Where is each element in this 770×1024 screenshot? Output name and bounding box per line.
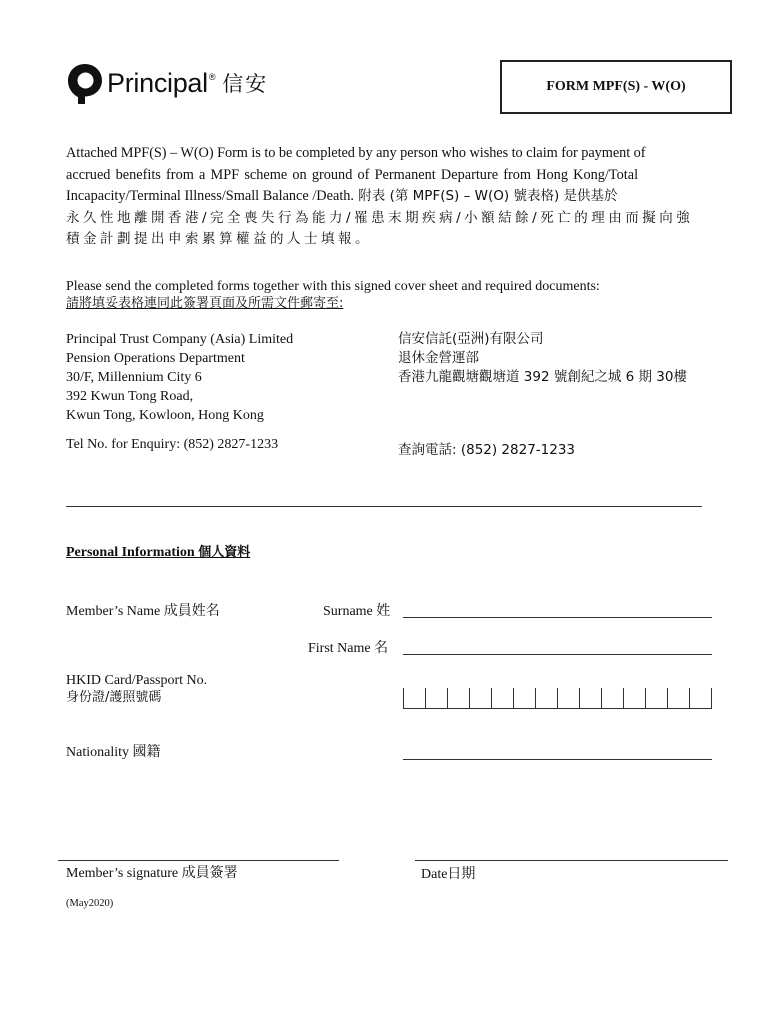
form-code: FORM MPF(S) - W(O)	[546, 79, 686, 94]
hkid-char-box[interactable]	[491, 688, 513, 708]
personal-info-heading: Personal Information 個人資料	[66, 545, 251, 560]
hkid-char-box[interactable]	[667, 688, 689, 708]
intro-line-2: accrued benefits from a MPF scheme on ground of Permanent Departure from Hong Kong/Total	[66, 166, 639, 183]
divider	[66, 506, 702, 507]
address-line: 信安信託(亞洲)有限公司	[398, 331, 544, 347]
principal-logo-icon	[66, 62, 104, 106]
address-line: 退休金營運部	[398, 350, 479, 366]
date-field[interactable]	[415, 860, 728, 861]
surname-label: Surname 姓	[323, 604, 391, 619]
hkid-char-box[interactable]	[469, 688, 491, 708]
hkid-char-box[interactable]	[535, 688, 557, 708]
signature-field[interactable]	[58, 860, 339, 861]
intro-line-1: Attached MPF(S) – W(O) Form is to be completed by any person who wishes to claim for payment of	[66, 145, 646, 161]
address-english	[66, 330, 293, 425]
intro-line-4: 永久性地離開香港/完全喪失行為能力/罹患末期疾病/小額結餘/死亡的理由而擬向強	[66, 209, 694, 226]
principal-logo	[66, 62, 268, 106]
address-chinese	[398, 330, 687, 387]
hkid-char-box[interactable]	[513, 688, 535, 708]
hkid-char-box[interactable]	[601, 688, 623, 708]
send-instructions	[66, 278, 600, 312]
nationality-label: Nationality 國籍	[66, 745, 161, 760]
enquiry-tel-cn: 查詢電話: (852) 2827-1233	[398, 442, 576, 458]
nationality-field[interactable]	[403, 759, 712, 760]
hkid-char-box[interactable]	[557, 688, 579, 708]
brand-name: Principal®	[107, 67, 216, 98]
signature-label: Member’s signature 成員簽署	[66, 866, 238, 881]
intro-line-3: Incapacity/Terminal Illness/Small Balance /Death. 附表 (第 MPF(S) – W(O) 號表格) 是供基於	[66, 188, 618, 204]
hkid-char-box[interactable]	[689, 688, 712, 708]
enquiry-tel-en: Tel No. for Enquiry: (852) 2827-1233	[66, 437, 279, 452]
hkid-char-box[interactable]	[425, 688, 447, 708]
intro-paragraph	[66, 143, 705, 251]
form-code-box	[500, 60, 732, 114]
hkid-char-box[interactable]	[447, 688, 469, 708]
address-line: Kwun Tong, Kowloon, Hong Kong	[66, 408, 264, 423]
address-line: 香港九龍觀塘觀塘道 392 號創紀之城 6 期 30樓	[398, 369, 687, 385]
address-line: Principal Trust Company (Asia) Limited	[66, 332, 294, 347]
address-line: Pension Operations Department	[66, 351, 245, 366]
first-name-field[interactable]	[403, 654, 712, 655]
form-version-date: (May2020)	[66, 898, 114, 909]
send-instructions-cn: 請將填妥表格連同此簽署頁面及所需文件郵寄至:	[66, 296, 344, 311]
intro-line-5: 積金計劃提出申索累算權益的人士填報。	[66, 231, 372, 247]
hkid-char-box[interactable]	[579, 688, 601, 708]
address-line: 392 Kwun Tong Road,	[66, 389, 194, 404]
surname-field[interactable]	[403, 617, 712, 618]
hkid-label: HKID Card/Passport No. 身份證/護照號碼	[66, 673, 208, 705]
hkid-char-box[interactable]	[623, 688, 645, 708]
address-line: 30/F, Millennium City 6	[66, 370, 202, 385]
date-label: Date日期	[421, 867, 476, 882]
first-name-label: First Name 名	[308, 641, 389, 656]
send-instructions-en: Please send the completed forms together with this signed cover sheet and required documents:	[66, 279, 600, 294]
hkid-char-box[interactable]	[403, 688, 425, 708]
brand-chinese: 信安	[222, 72, 269, 96]
hkid-char-box[interactable]	[645, 688, 667, 708]
hkid-input-boxes[interactable]	[403, 688, 712, 709]
member-name-label: Member’s Name 成員姓名	[66, 604, 220, 619]
